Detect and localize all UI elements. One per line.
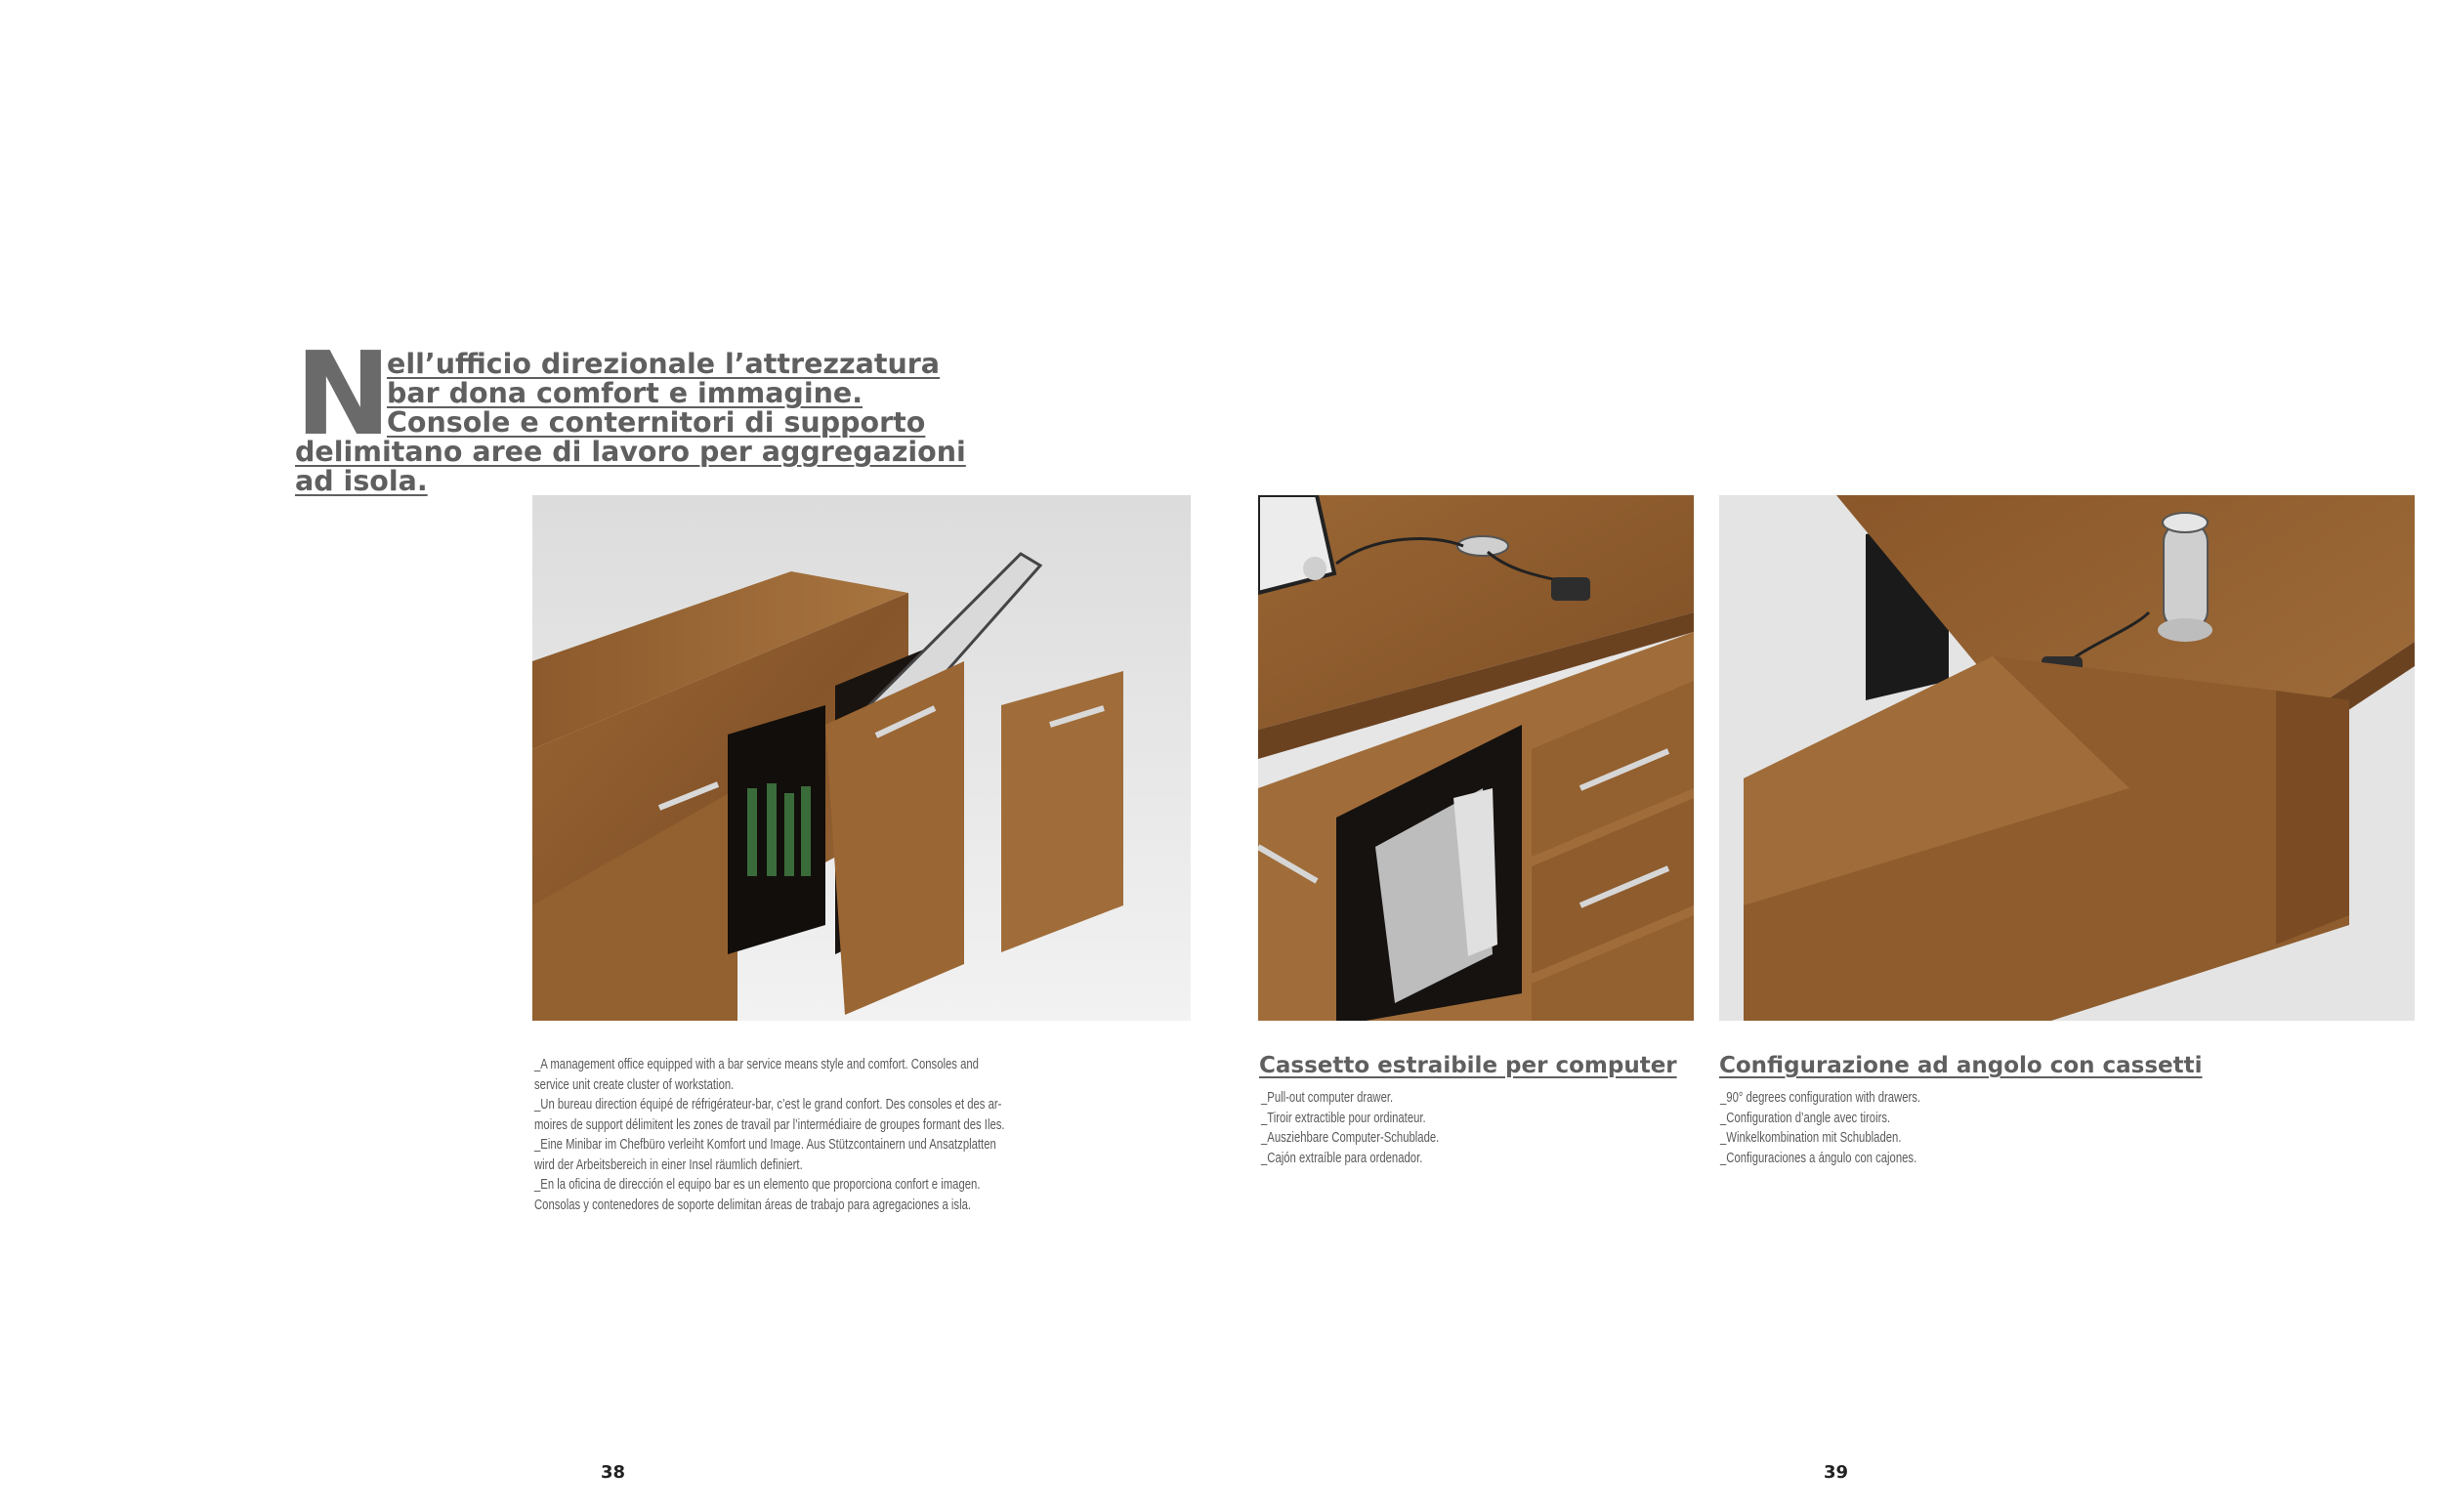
headline-line-4: delimitano aree di lavoro per aggregazioni — [295, 436, 966, 468]
caption-line: _Tiroir extractible pour ordinateur. — [1261, 1110, 1426, 1126]
headline-line-3: Console e conternitori di supporto — [387, 406, 926, 439]
subhead-corner-configuration: Configurazione ad angolo con cassetti — [1719, 1053, 2203, 1078]
page-number-left: 38 — [601, 1462, 626, 1483]
caption-computer-drawer — [1261, 1088, 1439, 1168]
caption-line: moires de support délimitent les zones de travail par l’intermédiaire de groupes formant des Iles. — [534, 1116, 1005, 1133]
caption-line: _Ausziehbare Computer-Schublade. — [1261, 1130, 1440, 1146]
headline-line-1: ell’ufficio direzionale l’attrezzatura — [387, 348, 941, 380]
caption-line: service unit create cluster of workstation. — [534, 1076, 735, 1093]
caption-line: _Configuration d’angle avec tiroirs. — [1720, 1110, 1891, 1126]
photo-corner-configuration — [1719, 495, 2415, 1021]
page-number-right: 39 — [1824, 1462, 1849, 1483]
caption-bar-console — [534, 1055, 1005, 1215]
caption-line: _Cajón extraíble para ordenador. — [1261, 1150, 1423, 1166]
caption-line: Consolas y contenedores de soporte delimitan áreas de trabajo para agregaciones a isla. — [534, 1197, 972, 1213]
caption-line: _A management office equipped with a bar service means style and comfort. Consoles and — [534, 1057, 979, 1072]
caption-line: _Pull-out computer drawer. — [1261, 1090, 1394, 1106]
caption-line: wird der Arbeitsbereich in einer Insel räumlich definiert. — [534, 1156, 803, 1173]
caption-corner-configuration — [1720, 1088, 1920, 1168]
caption-line: _Un bureau direction équipé de réfrigérateur-bar, c’est le grand confort. Des consoles et des ar- — [534, 1097, 1002, 1113]
caption-line: _90° degrees configuration with drawers. — [1720, 1090, 1921, 1106]
headline-line-5: ad isola. — [295, 465, 428, 497]
caption-line: _Winkelkombination mit Schubladen. — [1720, 1130, 1902, 1146]
subhead-computer-drawer: Cassetto estraibile per computer — [1259, 1053, 1677, 1078]
photo-bar-console — [532, 495, 1191, 1021]
headline-drop-cap: N — [295, 326, 386, 461]
caption-line: _Eine Minibar im Chefbüro verleiht Komfort und Image. Aus Stützcontainern und Ansatzplatten — [534, 1137, 996, 1153]
caption-line: _Configuraciones a ángulo con cajones. — [1720, 1150, 1917, 1166]
headline-line-2: bar dona comfort e immagine. — [387, 377, 863, 409]
photo-computer-drawer — [1258, 495, 1694, 1021]
caption-line: _En la oficina de dirección el equipo bar es un elemento que proporciona confort e imagen. — [534, 1177, 981, 1193]
